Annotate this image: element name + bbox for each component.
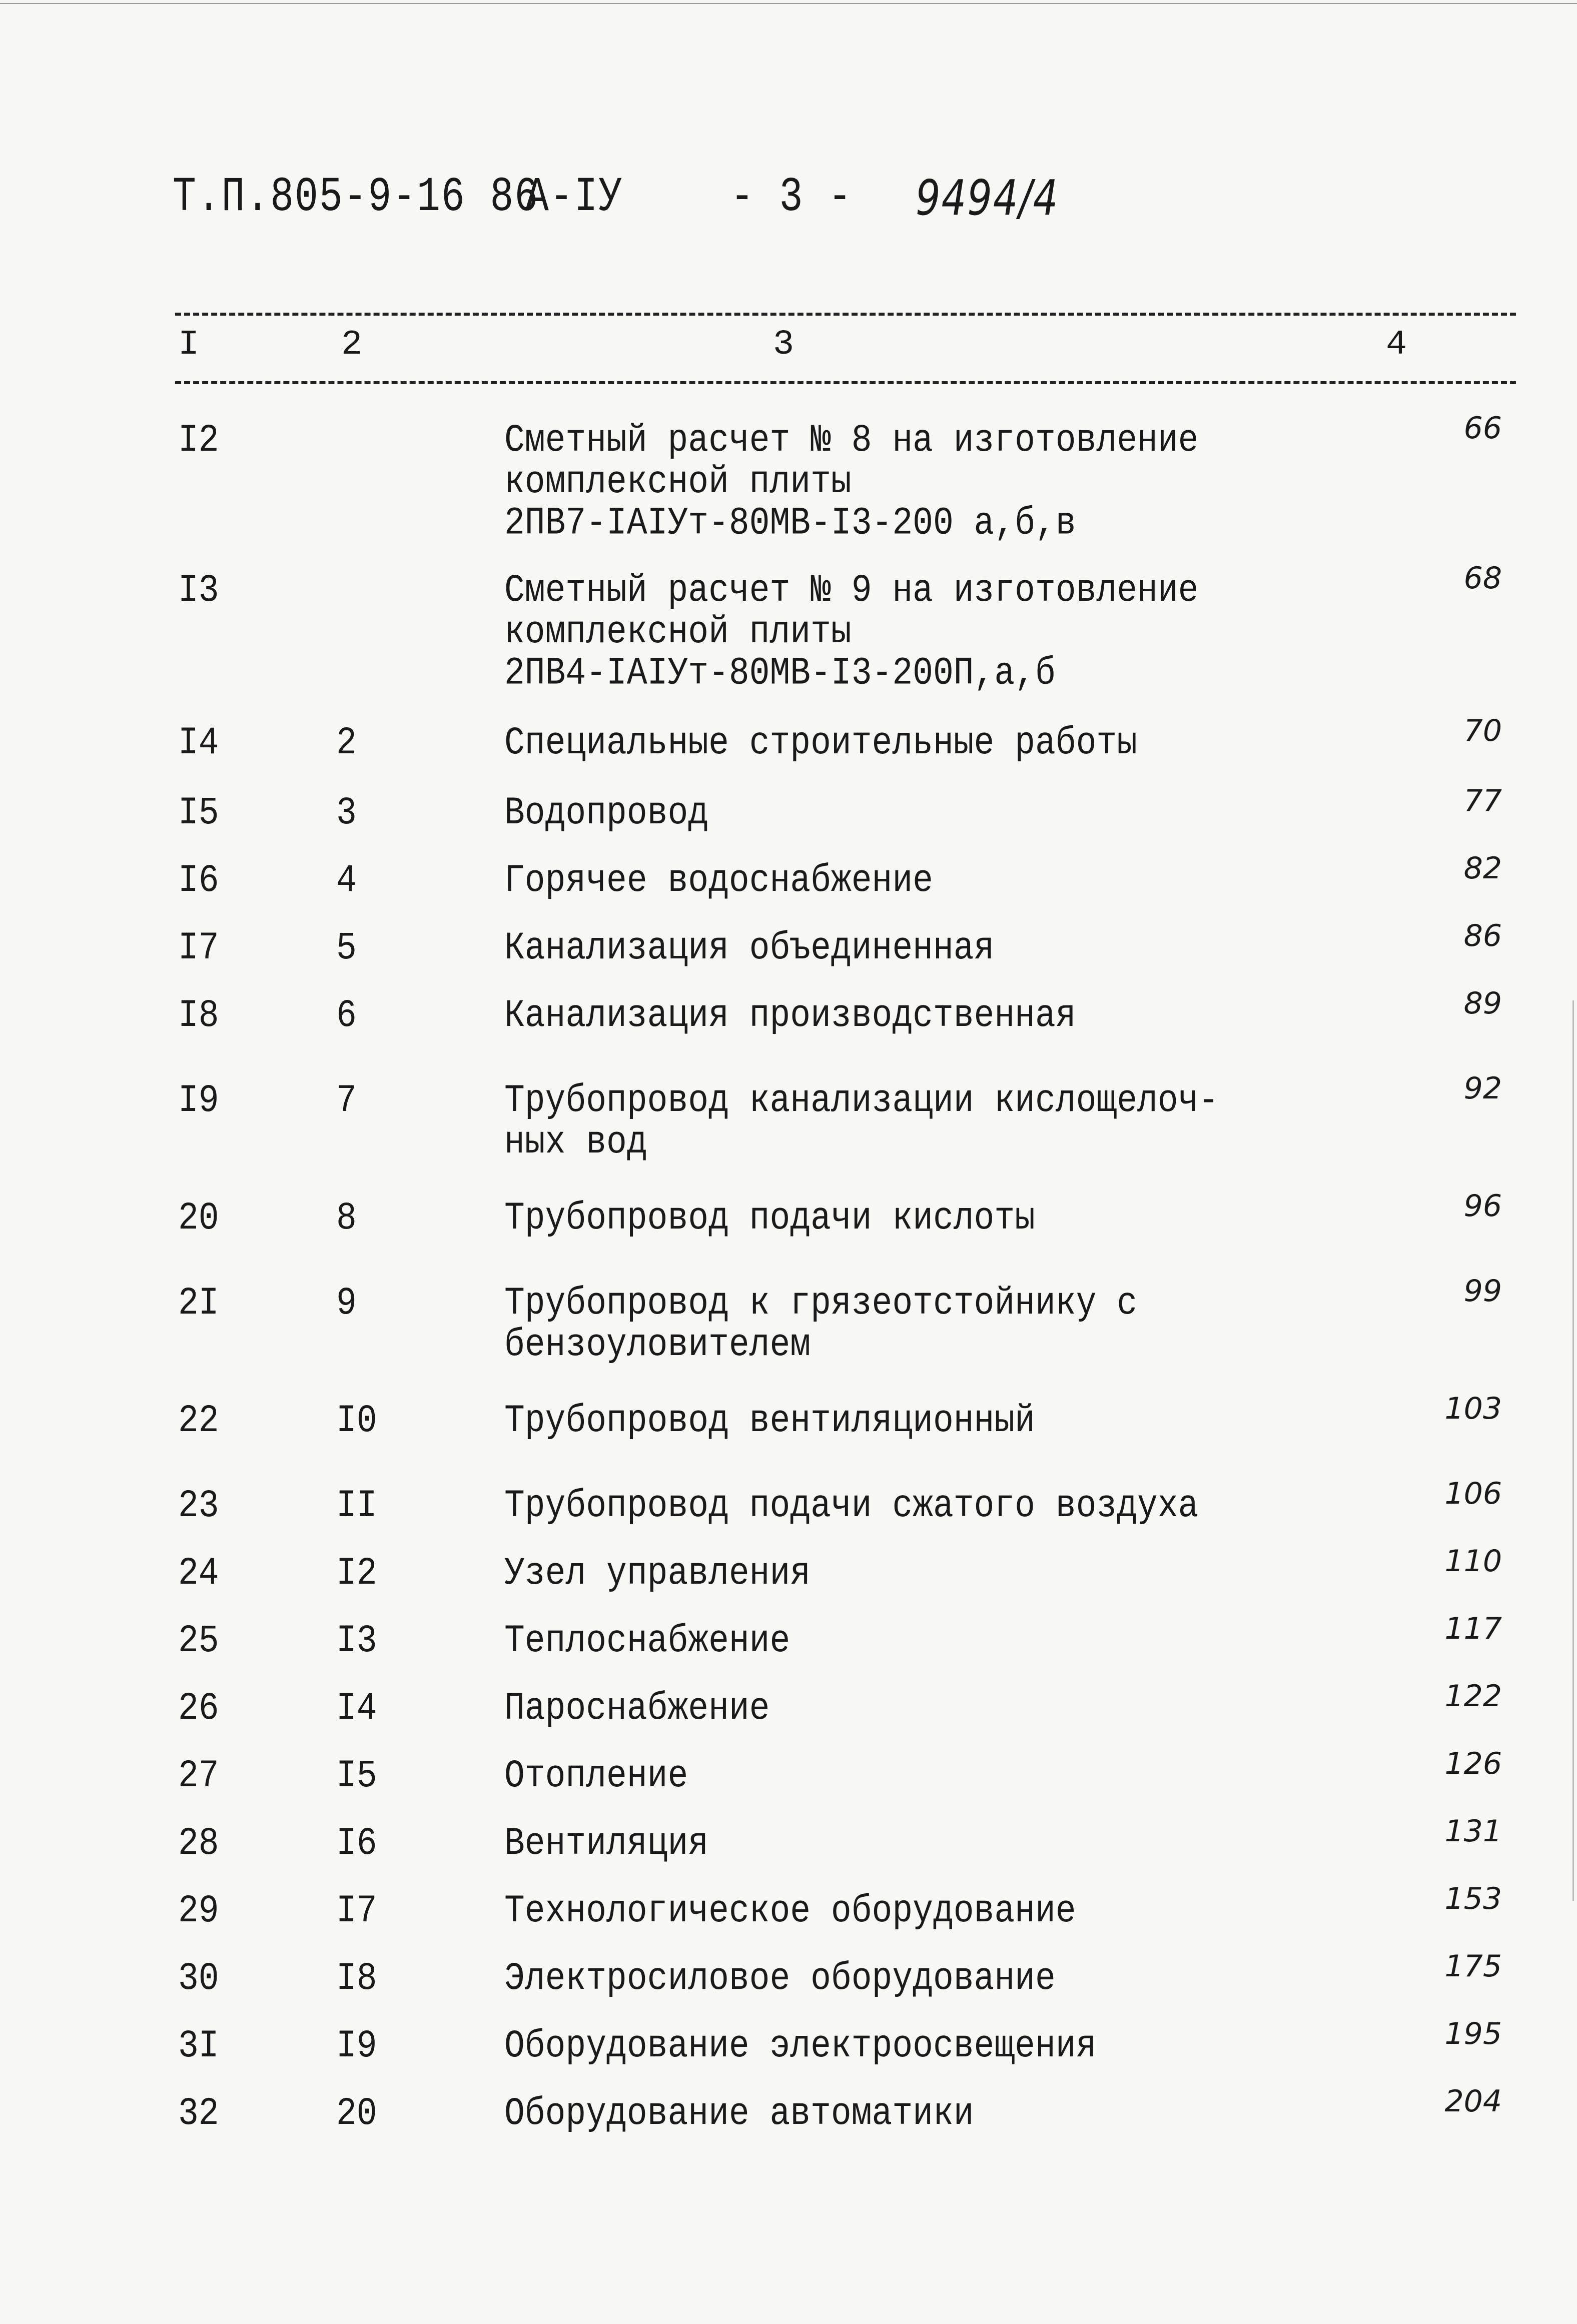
item-title: Специальные строительные работы [504, 721, 1138, 766]
page-ref: 86 [1463, 918, 1502, 953]
page-ref: 122 [1444, 1679, 1502, 1714]
page-ref: 99 [1463, 1274, 1502, 1309]
item-title: Пароснабжение [504, 1686, 770, 1731]
item-title: Технологическое оборудование [504, 1889, 1076, 1934]
column-header-4: 4 [1386, 325, 1407, 365]
row-number: 28 [178, 1821, 219, 1866]
item-title: Трубопровод подачи сжатого воздуха [504, 1484, 1199, 1529]
row-number: 27 [178, 1754, 219, 1799]
item-title: Водопровод [504, 791, 709, 836]
item-title: Отопление [504, 1754, 688, 1799]
scan-right-edge [1572, 1000, 1574, 1901]
page-ref: 153 [1444, 1881, 1502, 1916]
scan-top-edge [0, 3, 1577, 4]
item-title: Трубопровод вентиляционный [504, 1399, 1035, 1444]
row-number: 23 [178, 1484, 219, 1529]
page-number: - 3 - [730, 170, 853, 225]
row-number: 30 [178, 1956, 219, 2001]
row-number: I3 [178, 568, 219, 613]
page-ref: 110 [1444, 1544, 1502, 1579]
section-number: 5 [336, 926, 357, 971]
row-number: 26 [178, 1686, 219, 1731]
section-number: 3 [336, 791, 357, 836]
column-header-2: 2 [341, 325, 363, 365]
section-number: 6 [336, 993, 357, 1038]
row-number: I4 [178, 721, 219, 766]
page-ref: 77 [1463, 783, 1502, 818]
item-title: Трубопровод подачи кислоты [504, 1196, 1035, 1241]
item-title: Канализация производственная [504, 993, 1076, 1038]
table-header-rule [175, 381, 1516, 384]
section-number: I6 [336, 1821, 377, 1866]
row-number: 29 [178, 1889, 219, 1934]
section-number: 4 [336, 858, 357, 903]
section-number: I2 [336, 1551, 377, 1596]
section-number: II [336, 1484, 377, 1529]
column-header-1: I [178, 325, 200, 365]
page-ref: 195 [1444, 2016, 1502, 2051]
row-number: I5 [178, 791, 219, 836]
row-number: I7 [178, 926, 219, 971]
item-title: Трубопровод к грязеотстойнику с бензоуловителем [504, 1281, 1138, 1367]
item-title: Сметный расчет № 8 на изготовление комплексной плиты 2ПВ7-IАIУт-80МВ-I3-200 а,б,в [504, 418, 1199, 546]
page-ref: 131 [1444, 1814, 1502, 1849]
section-number: 2 [336, 721, 357, 766]
section-number: I9 [336, 2024, 377, 2069]
section-number: 7 [336, 1078, 357, 1123]
page-ref: 70 [1463, 713, 1502, 748]
section-number: I3 [336, 1619, 377, 1664]
row-number: 24 [178, 1551, 219, 1596]
item-title: Оборудование автоматики [504, 2091, 974, 2136]
row-number: 2I [178, 1281, 219, 1326]
album-number: А-IУ [525, 170, 623, 225]
document-number: 9494/4 [916, 170, 1059, 227]
section-number: I7 [336, 1889, 377, 1934]
page-ref: 68 [1463, 561, 1502, 596]
section-number: I4 [336, 1686, 377, 1731]
item-title: Сметный расчет № 9 на изготовление комплексной плиты 2ПВ4-IАIУт-80МВ-I3-200П,а,б [504, 568, 1199, 696]
item-title: Трубопровод канализации кислощелоч- ных вод [504, 1078, 1219, 1165]
row-number: I6 [178, 858, 219, 903]
document-code: Т.П.805-9-16 86 [173, 170, 539, 225]
row-number: 22 [178, 1399, 219, 1444]
section-number: I5 [336, 1754, 377, 1799]
row-number: 20 [178, 1196, 219, 1241]
item-title: Горячее водоснабжение [504, 858, 933, 903]
row-number: I9 [178, 1078, 219, 1123]
page-ref: 96 [1463, 1189, 1502, 1224]
page-ref: 89 [1463, 986, 1502, 1021]
row-number: 25 [178, 1619, 219, 1664]
item-title: Узел управления [504, 1551, 811, 1596]
section-number: 9 [336, 1281, 357, 1326]
section-number: 8 [336, 1196, 357, 1241]
page-ref: 82 [1463, 851, 1502, 886]
page-ref: 106 [1444, 1476, 1502, 1511]
page-ref: 126 [1444, 1746, 1502, 1781]
row-number: I2 [178, 418, 219, 463]
item-title: Теплоснабжение [504, 1619, 791, 1664]
item-title: Оборудование электроосвещения [504, 2024, 1097, 2069]
page-ref: 117 [1444, 1611, 1502, 1646]
table-top-rule [175, 313, 1516, 316]
page-ref: 103 [1444, 1391, 1502, 1426]
row-number: 3I [178, 2024, 219, 2069]
column-header-3: 3 [773, 325, 795, 365]
row-number: I8 [178, 993, 219, 1038]
page-ref: 92 [1463, 1071, 1502, 1106]
item-title: Вентиляция [504, 1821, 709, 1866]
section-number: 20 [336, 2091, 377, 2136]
section-number: I8 [336, 1956, 377, 2001]
page-ref: 204 [1444, 2084, 1502, 2119]
page-ref: 66 [1463, 411, 1502, 446]
page-ref: 175 [1444, 1949, 1502, 1984]
row-number: 32 [178, 2091, 219, 2136]
item-title: Канализация объединенная [504, 926, 995, 971]
section-number: I0 [336, 1399, 377, 1444]
item-title: Электросиловое оборудование [504, 1956, 1056, 2001]
